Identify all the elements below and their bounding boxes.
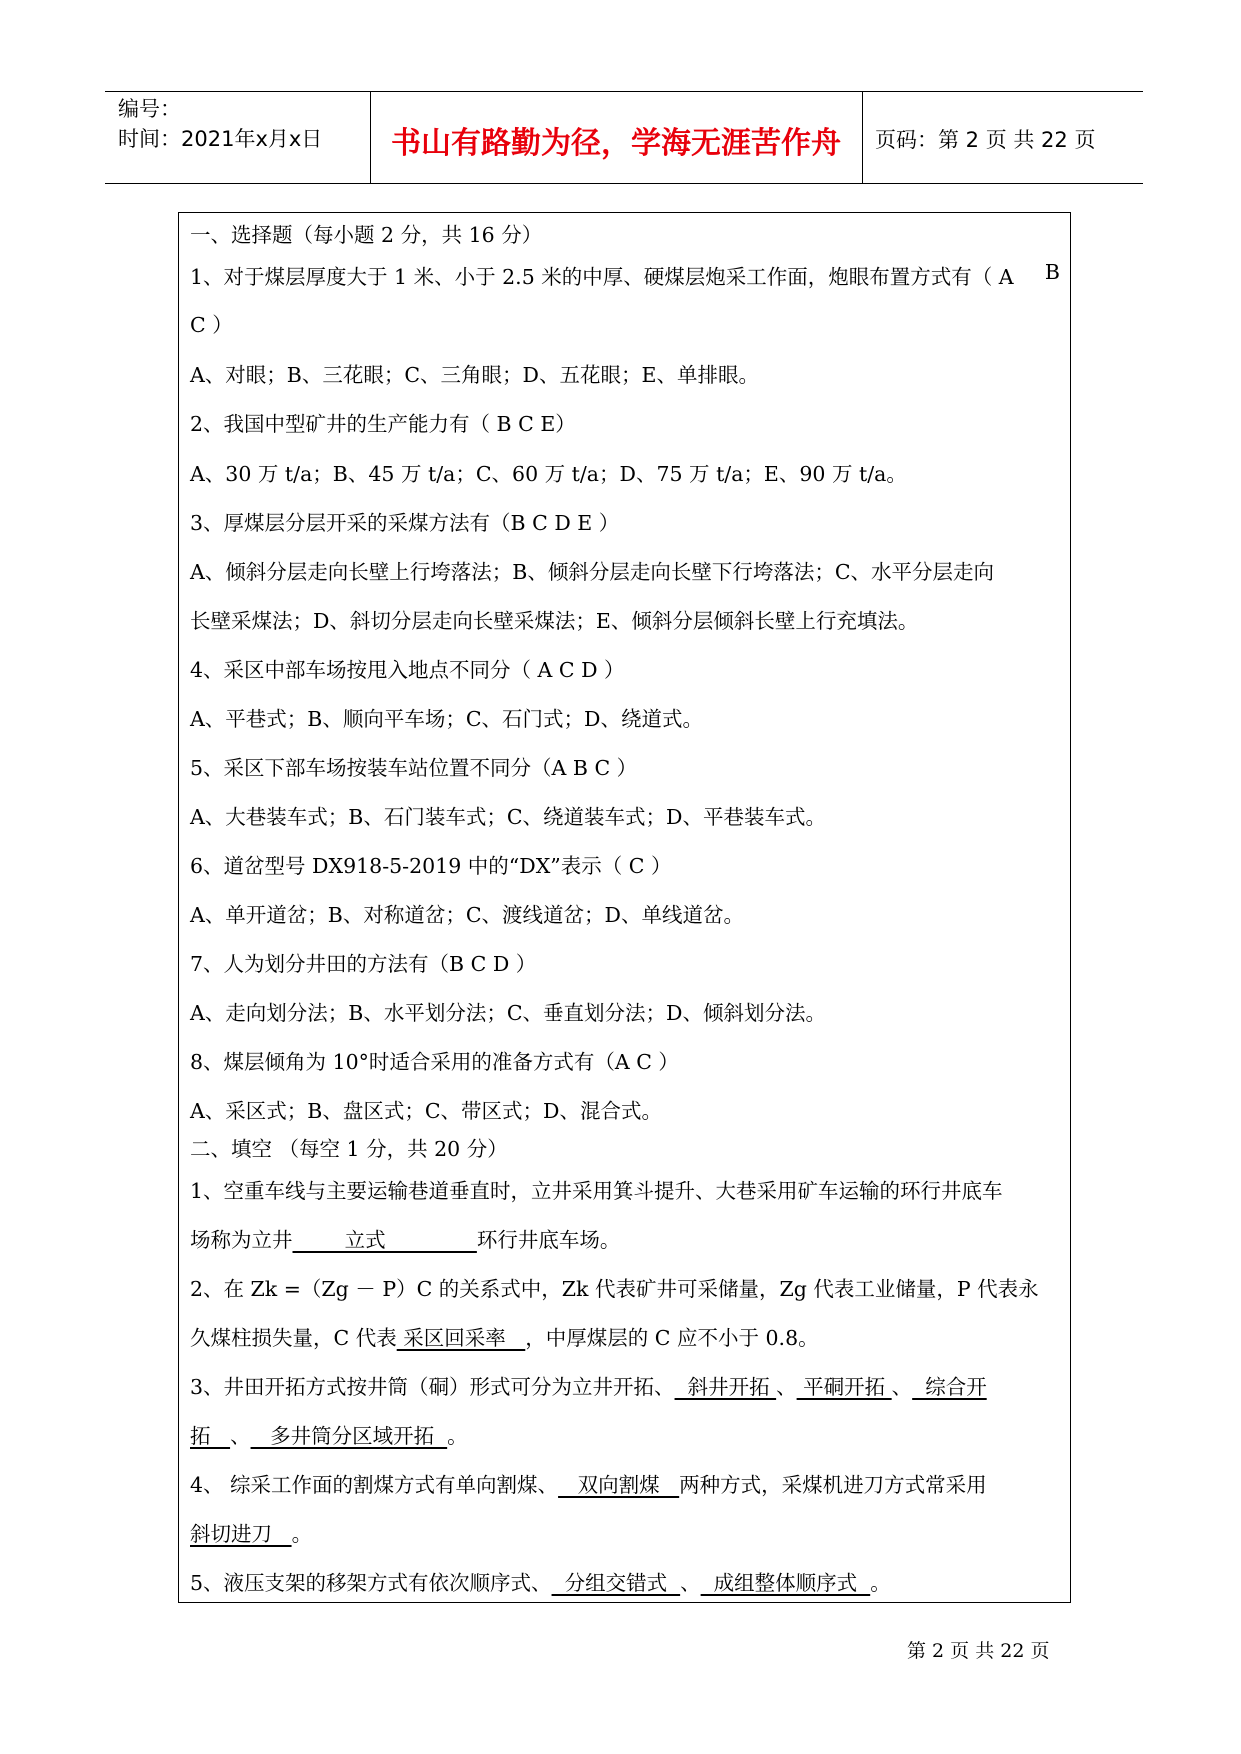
f5-sep: 、 — [680, 1571, 701, 1595]
header-divider-left — [370, 92, 371, 184]
f2-line1: 2、在 Zk =（Zg － P）C 的关系式中，Zk 代表矿井可采储量，Zg 代表工业储量，P 代表永 — [190, 1277, 1039, 1301]
q6-options: A、单开道岔；B、对称道岔；C、渡线道岔；D、单线道岔。 — [190, 903, 744, 927]
q1-line1 — [190, 260, 1060, 290]
f5-line1 — [190, 1566, 891, 1596]
f3-answer-3a: 综合开 — [912, 1375, 987, 1399]
q1-text: 1、对于煤层厚度大于 1 米、小于 2.5 米的中厚、硬煤层炮采工作面，炮眼布置方式有（ A — [190, 265, 1014, 289]
doc-number-label: 编号： — [118, 97, 181, 121]
header-meta — [118, 94, 322, 154]
f4-end: 。 — [291, 1522, 313, 1546]
f3-sep-1: 、 — [776, 1375, 797, 1399]
f3-answer-1: 斜井开拓 — [674, 1375, 777, 1399]
q1-line2: C ） — [190, 313, 233, 337]
page-footer: 第 2 页 共 22 页 — [907, 1640, 1050, 1662]
header-motto: 书山有路勤为径，学海无涯苦作舟 — [391, 126, 841, 161]
f4-prefix: 4、 综采工作面的割煤方式有单向割煤、 — [190, 1473, 559, 1497]
f1-answer: 立式 — [292, 1228, 477, 1252]
f3-end: 。 — [447, 1424, 468, 1448]
q7-text: 7、人为划分井田的方法有（B C D ） — [190, 952, 537, 976]
doc-time-label: 时间：2021年x月x日 — [118, 127, 323, 151]
q1-answer-b: B — [1044, 260, 1060, 284]
f3-sep-2: 、 — [891, 1375, 913, 1399]
q8-text: 8、煤层倾角为 10°时适合采用的准备方式有（A C ） — [190, 1050, 679, 1074]
f3-answer-4: 多井筒分区域开拓 — [250, 1424, 448, 1448]
f4-answer-1: 双向割煤 — [558, 1473, 680, 1497]
f3-answer-3b: 拓 — [190, 1424, 231, 1448]
q3-options-line2: 长壁采煤法；D、斜切分层走向长壁采煤法；E、倾斜分层倾斜长壁上行充填法。 — [190, 609, 919, 633]
f5-end: 。 — [870, 1571, 891, 1595]
f2-answer: 采区回采率 — [396, 1326, 526, 1350]
f2-prefix: 久煤柱损失量，C 代表 — [190, 1326, 397, 1350]
q2-text: 2、我国中型矿井的生产能力有（ B C E） — [190, 412, 576, 436]
f4-line1 — [190, 1468, 987, 1498]
header-bottom-rule — [105, 183, 1143, 184]
q4-options: A、平巷式；B、顺向平车场；C、石门式；D、绕道式。 — [190, 707, 703, 731]
f3-sep-3: 、 — [230, 1424, 251, 1448]
f3-prefix: 3、井田开拓方式按井筒（硐）形式可分为立井开拓、 — [190, 1375, 675, 1399]
f3-answer-2: 平硐开拓 — [796, 1375, 892, 1399]
header-page-info: 页码：第 2 页 共 22 页 — [875, 128, 1096, 152]
q3-text: 3、厚煤层分层开采的采煤方法有（B C D E ） — [190, 511, 620, 535]
section2-title: 二、填空 （每空 1 分，共 20 分） — [190, 1137, 508, 1161]
q6-text: 6、道岔型号 DX918-5-2019 中的“DX”表示（ C ） — [190, 854, 672, 878]
f3-line2 — [190, 1419, 468, 1449]
q7-options: A、走向划分法；B、水平划分法；C、垂直划分法；D、倾斜划分法。 — [190, 1001, 826, 1025]
f4-answer-2: 斜切进刀 — [190, 1522, 292, 1546]
q8-options: A、采区式；B、盘区式；C、带区式；D、混合式。 — [190, 1099, 662, 1123]
f4-line2 — [190, 1517, 312, 1547]
f1-line2 — [190, 1223, 620, 1253]
f5-answer-2: 成组整体顺序式 — [700, 1571, 871, 1595]
f1-prefix: 场称为立井 — [190, 1228, 293, 1252]
q2-options: A、30 万 t/a；B、45 万 t/a；C、60 万 t/a；D、75 万 t/a；E、90 万 t/a。 — [190, 462, 907, 486]
q5-text: 5、采区下部车场按装车站位置不同分（A B C ） — [190, 756, 638, 780]
f1-suffix: 环行井底车场。 — [476, 1228, 621, 1252]
f5-prefix: 5、液压支架的移架方式有依次顺序式、 — [190, 1571, 552, 1595]
q5-options: A、大巷装车式；B、石门装车式；C、绕道装车式；D、平巷装车式。 — [190, 805, 826, 829]
header-top-rule — [105, 91, 1143, 92]
f2-suffix: ，中厚煤层的 C 应不小于 0.8。 — [525, 1326, 819, 1350]
q4-text: 4、采区中部车场按甩入地点不同分（ A C D ） — [190, 658, 625, 682]
f2-line2 — [190, 1321, 819, 1351]
f5-answer-1: 分组交错式 — [551, 1571, 681, 1595]
f4-middle: 两种方式，采煤机进刀方式常采用 — [679, 1473, 987, 1497]
q3-options-line1: A、倾斜分层走向长壁上行垮落法；B、倾斜分层走向长壁下行垮落法；C、水平分层走向 — [190, 560, 995, 584]
section1-title: 一、选择题（每小题 2 分，共 16 分） — [190, 223, 543, 247]
q1-options: A、对眼；B、三花眼；C、三角眼；D、五花眼；E、单排眼。 — [190, 363, 759, 387]
f1-line1: 1、空重车线与主要运输巷道垂直时，立井采用箕斗提升、大巷采用矿车运输的环行井底车 — [190, 1179, 1003, 1203]
f3-line1 — [190, 1370, 987, 1400]
header-divider-right — [862, 92, 863, 184]
